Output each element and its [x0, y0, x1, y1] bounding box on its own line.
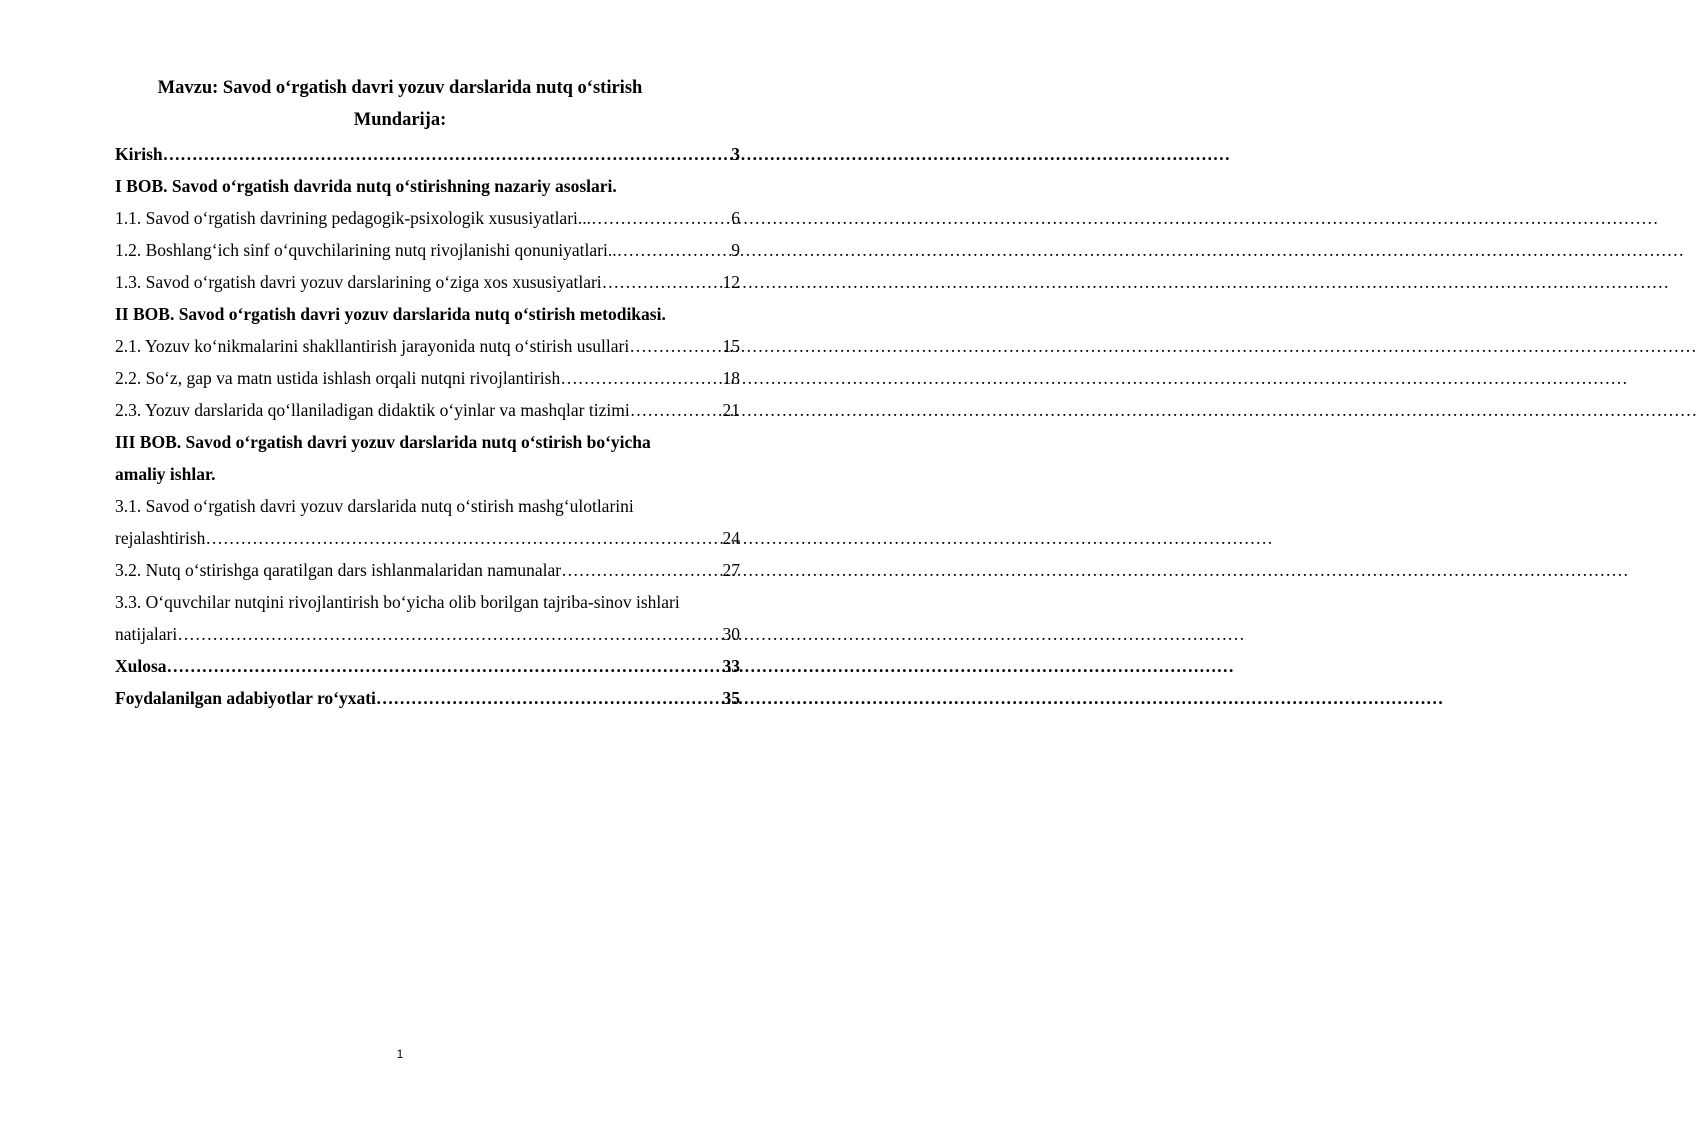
toc-entry-page: 3 [731, 144, 740, 164]
toc-entry-intro[interactable] [115, 140, 740, 172]
dot-leader [602, 270, 722, 294]
toc-entry-title: 1.3. Savod o‘rgatish davri yozuv darslarining o‘ziga xos xususiyatlari [115, 272, 602, 292]
toc-entry-title: 3.2. Nutq o‘stirishga qaratilgan dars ishlanmalaridan namunalar [115, 560, 562, 580]
toc-entry-page: 30 [722, 624, 740, 644]
toc-entry-2-2[interactable] [115, 364, 740, 396]
toc-entry-title: natijalari [115, 624, 178, 644]
toc-entry-title: 3.1. Savod o‘rgatish davri yozuv darslarida nutq o‘stirish mashg‘ulotlarini [115, 496, 634, 516]
toc-entry-title: 2.1. Yozuv ko‘nikmalarini shakllantirish jarayonida nutq o‘stirish usullari [115, 336, 630, 356]
dot-leader [205, 526, 721, 550]
toc-chapter-3-line-2[interactable] [115, 460, 740, 492]
toc-entry-1-2[interactable] [115, 236, 740, 268]
dot-leader [167, 654, 722, 678]
toc-entry-3-3[interactable] [115, 620, 740, 652]
toc-entry-page: 33 [722, 656, 740, 676]
toc-chapter-3-line-1[interactable] [115, 428, 740, 460]
toc-entry-title: rejalashtirish [115, 528, 206, 548]
toc-entry-page: 6 [731, 208, 740, 228]
toc-entry-title: 1.2. Boshlang‘ich sinf o‘quvchilarining nutq rivojlanishi qonuniyatlari.. [115, 240, 617, 260]
dot-leader [617, 238, 731, 262]
toc-entry-page: 9 [731, 240, 740, 260]
dot-leader [177, 622, 721, 646]
dot-leader [630, 398, 722, 422]
toc-entry-3-1[interactable] [115, 524, 740, 556]
toc-entry-title: Foydalanilgan adabiyotlar ro‘yxati [115, 688, 376, 708]
page-number: 1 [396, 1047, 404, 1061]
toc-entry-1-1[interactable] [115, 204, 740, 236]
table-of-contents [115, 140, 740, 716]
dot-leader [560, 366, 721, 390]
toc-entry-page: 24 [722, 528, 740, 548]
dot-leader [561, 558, 721, 582]
toc-entry-page: 35 [722, 688, 740, 708]
toc-entry-page: 15 [722, 336, 740, 356]
dot-leader [629, 334, 721, 358]
toc-entry-3-1-line-1[interactable] [115, 492, 740, 524]
toc-heading: Mundarija: [353, 110, 447, 130]
toc-entry-references[interactable] [115, 684, 740, 716]
toc-entry-page: 12 [722, 272, 740, 292]
dot-leader [376, 686, 722, 710]
toc-entry-title: II BOB. Savod o‘rgatish davri yozuv darslarida nutq o‘stirish metodikasi. [115, 304, 666, 324]
toc-entry-2-3[interactable] [115, 396, 740, 428]
topic-title: Mavzu: Savod o‘rgatish davri yozuv darslarida nutq o‘stirish [157, 78, 643, 98]
toc-entry-1-3[interactable] [115, 268, 740, 300]
toc-entry-conclusion[interactable] [115, 652, 740, 684]
document-page [0, 0, 800, 1131]
toc-entry-title: III BOB. Savod o‘rgatish davri yozuv darslarida nutq o‘stirish bo‘yicha [115, 432, 651, 452]
toc-entry-title: Kirish [115, 144, 163, 164]
toc-entry-page: 27 [722, 560, 740, 580]
toc-entry-title: 1.1. Savod o‘rgatish davrining pedagogik-psixologik xususiyatlari... [115, 208, 592, 228]
toc-entry-page: 18 [722, 368, 740, 388]
toc-entry-3-3-line-1[interactable] [115, 588, 740, 620]
toc-entry-title: amaliy ishlar. [115, 464, 216, 484]
toc-entry-title: 2.3. Yozuv darslarida qo‘llaniladigan didaktik o‘yinlar va mashqlar tizimi [115, 400, 630, 420]
toc-entry-2-1[interactable] [115, 332, 740, 364]
dot-leader [163, 142, 731, 166]
toc-entry-page: 21 [722, 400, 740, 420]
toc-entry-3-2[interactable] [115, 556, 740, 588]
dot-leader [591, 206, 730, 230]
toc-entry-title: 2.2. So‘z, gap va matn ustida ishlash orqali nutqni rivojlantirish [115, 368, 561, 388]
toc-chapter-1[interactable] [115, 172, 740, 204]
toc-entry-title: 3.3. O‘quvchilar nutqini rivojlantirish bo‘yicha olib borilgan tajriba-sinov ishlari [115, 592, 680, 612]
toc-entry-title: I BOB. Savod o‘rgatish davrida nutq o‘stirishning nazariy asoslari. [115, 176, 617, 196]
toc-entry-title: Xulosa [115, 656, 167, 676]
toc-chapter-2[interactable] [115, 300, 740, 332]
